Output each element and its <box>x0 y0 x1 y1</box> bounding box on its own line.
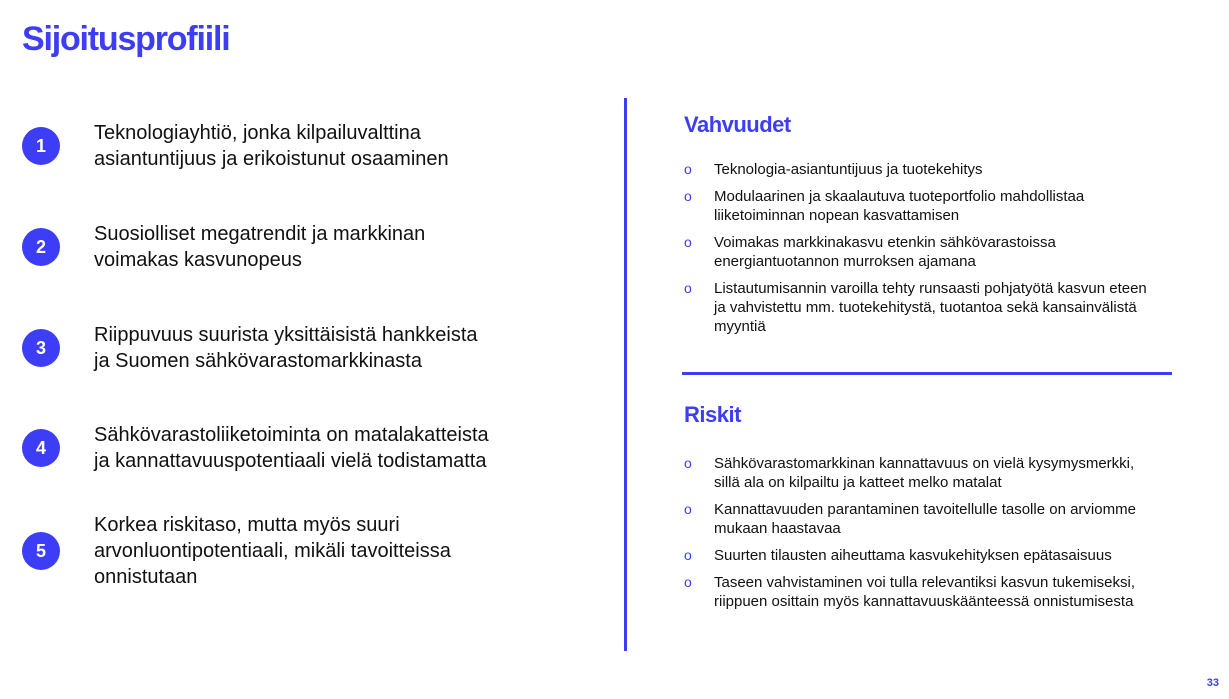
key-point-text-5: Korkea riskitaso, mutta myös suuri arvonluontipotentiaali, mikäli tavoitteissa onnistutaan <box>94 514 451 588</box>
key-point-5 <box>22 512 564 590</box>
key-point-4 <box>22 422 564 474</box>
strengths-list <box>684 160 1184 344</box>
key-point-1 <box>22 120 564 172</box>
key-point-text-1: Teknologiayhtiö, jonka kilpailuvalttina asiantuntijuus ja erikoistunut osaaminen <box>94 122 449 170</box>
key-point-text-3: Riippuvuus suurista yksittäisistä hankkeista ja Suomen sähkövarastomarkkinasta <box>94 324 478 372</box>
risk-item-3 <box>684 546 1184 565</box>
key-point-2 <box>22 221 564 273</box>
risk-text-3: Suurten tilausten aiheuttama kasvukehityksen epätasaisuus <box>714 547 1112 564</box>
risks-title: Riskit <box>684 402 741 427</box>
strength-text-1: Teknologia-asiantuntijuus ja tuotekehitys <box>714 161 983 178</box>
bullet-icon: o <box>684 234 692 250</box>
bullet-icon: o <box>684 501 692 517</box>
risk-text-2: Kannattavuuden parantaminen tavoitellulle tasolle on arviomme mukaan haastavaa <box>714 501 1136 537</box>
bullet-icon: o <box>684 547 692 563</box>
bullet-icon: o <box>684 188 692 204</box>
risk-item-1 <box>684 454 1184 492</box>
strength-item-3 <box>684 233 1184 271</box>
number-badge-5: 5 <box>22 532 60 570</box>
strength-item-2 <box>684 187 1184 225</box>
risk-item-4 <box>684 573 1184 611</box>
strength-text-4: Listautumisannin varoilla tehty runsaasti pohjatyötä kasvun eteen ja vahvistettu mm. tuotekehitystä, tuotantoa sekä kansainvälistä myyntiä <box>714 280 1147 335</box>
page-number: 33 <box>1206 677 1219 689</box>
number-badge-3: 3 <box>22 329 60 367</box>
strength-item-1 <box>684 160 1184 179</box>
vertical-divider <box>624 98 627 651</box>
risk-item-2 <box>684 500 1184 538</box>
number-badge-4: 4 <box>22 429 60 467</box>
key-point-text-4: Sähkövarastoliiketoiminta on matalakatteista ja kannattavuuspotentiaali vielä todistamatta <box>94 424 489 472</box>
strength-text-3: Voimakas markkinakasvu etenkin sähkövarastoissa energiantuotannon murroksen ajamana <box>714 234 1056 270</box>
strengths-title: Vahvuudet <box>684 112 791 137</box>
slide-title: Sijoitusprofiili <box>22 20 230 58</box>
risk-text-4: Taseen vahvistaminen voi tulla relevantiksi kasvun tukemiseksi, riippuen osittain myös kannattavuuskäänteessä onnistumisesta <box>714 574 1136 610</box>
risks-list <box>684 454 1184 619</box>
strength-item-4 <box>684 279 1184 336</box>
horizontal-divider <box>682 372 1172 375</box>
bullet-icon: o <box>684 455 692 471</box>
risk-text-1: Sähkövarastomarkkinan kannattavuus on vielä kysymysmerkki, sillä ala on kilpailtu ja katteet melko matalat <box>714 455 1135 491</box>
bullet-icon: o <box>684 161 692 177</box>
number-badge-2: 2 <box>22 228 60 266</box>
key-point-3 <box>22 322 564 374</box>
number-badge-1: 1 <box>22 127 60 165</box>
bullet-icon: o <box>684 574 692 590</box>
key-point-text-2: Suosiolliset megatrendit ja markkinan voimakas kasvunopeus <box>94 223 426 271</box>
bullet-icon: o <box>684 280 692 296</box>
strength-text-2: Modulaarinen ja skaalautuva tuoteportfolio mahdollistaa liiketoiminnan nopean kasvattamisen <box>714 188 1085 224</box>
